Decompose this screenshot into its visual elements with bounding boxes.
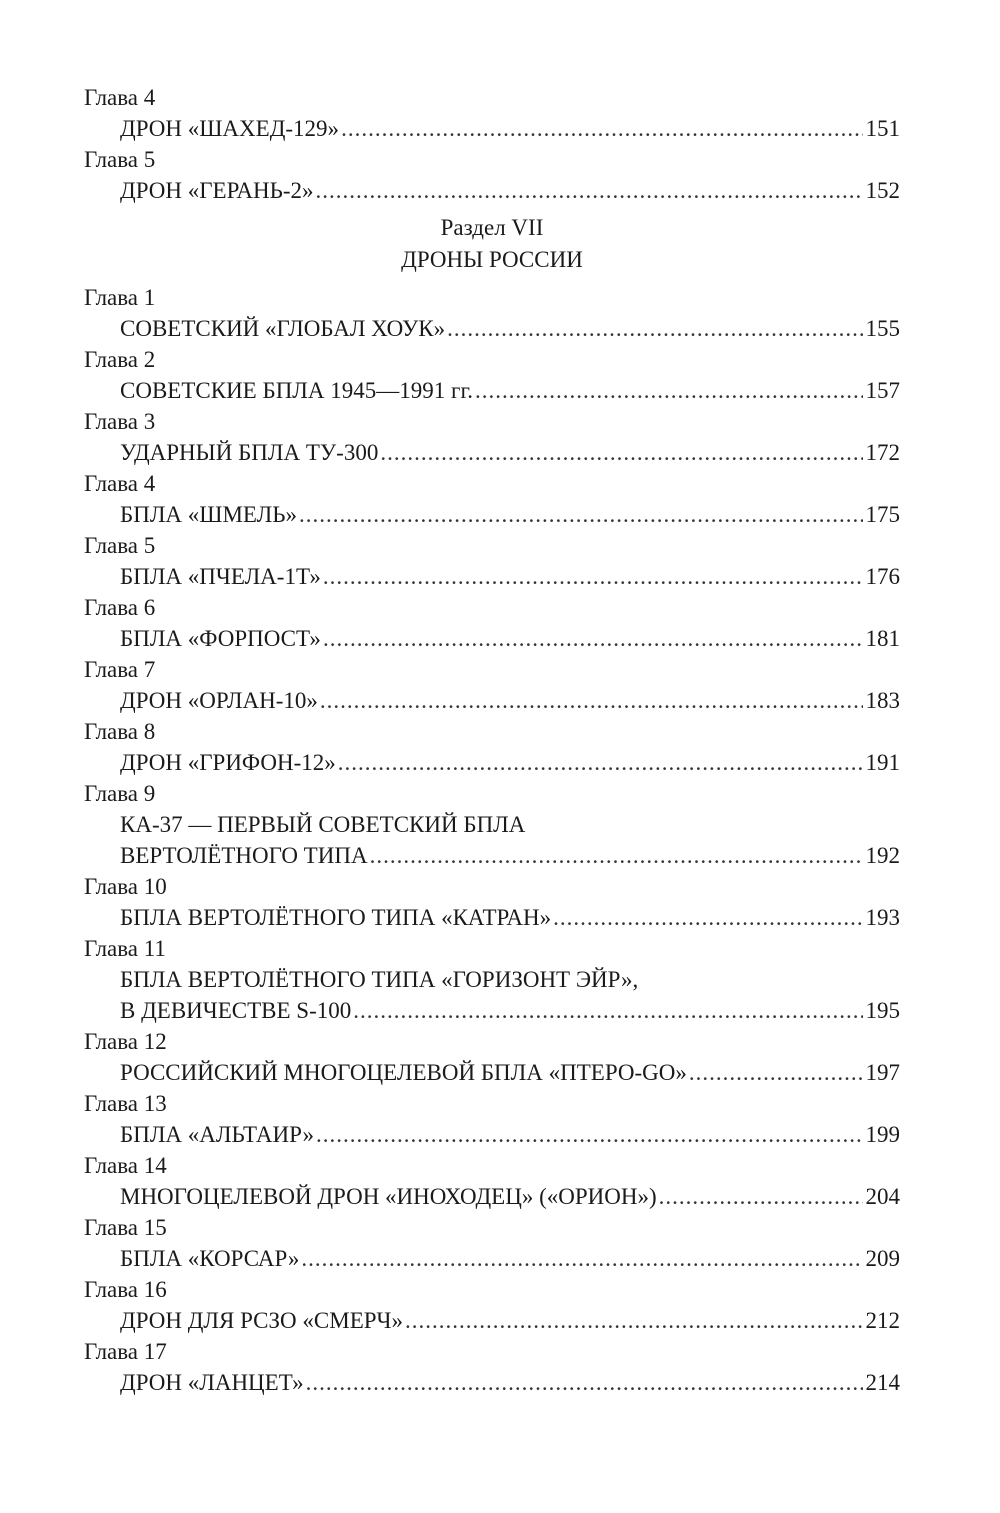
entry-row: [120, 995, 900, 1026]
page-number: 193: [865, 905, 900, 930]
dot-leader: [299, 499, 863, 530]
chapter-label: Глава 4: [84, 471, 156, 496]
toc-entry[interactable]: [84, 175, 900, 206]
entry-row: [120, 1367, 900, 1398]
toc-entry[interactable]: [84, 747, 900, 778]
page-number: 191: [865, 750, 900, 775]
dot-leader: [338, 747, 863, 778]
toc-entry[interactable]: [84, 1305, 900, 1336]
toc-entry[interactable]: [84, 1119, 900, 1150]
entry-title-line: БПЛА ВЕРТОЛЁТНОГО ТИПА «ГОРИЗОНТ ЭЙР»,: [120, 967, 639, 992]
chapter-label: Глава 13: [84, 1091, 167, 1116]
page-number: 197: [865, 1060, 900, 1085]
entry-title: БПЛА ВЕРТОЛЁТНОГО ТИПА «КАТРАН»: [120, 905, 552, 930]
chapter-label: Глава 5: [84, 533, 156, 558]
entry-row: [120, 113, 900, 144]
dot-leader: [380, 437, 862, 468]
page-number: 155: [865, 316, 900, 341]
dot-leader: [301, 1243, 862, 1274]
entry-title: БПЛА «ШМЕЛЬ»: [120, 502, 297, 527]
entry-row: [120, 840, 900, 871]
entry-title: БПЛА «АЛЬТАИР»: [120, 1122, 314, 1147]
entry-row: [120, 499, 900, 530]
entry-row: [120, 1305, 900, 1336]
chapter-label: Глава 5: [84, 147, 156, 172]
toc-entry[interactable]: [84, 1057, 900, 1088]
entry-row: [120, 747, 900, 778]
toc-entry[interactable]: [84, 1367, 900, 1398]
entry-title: ДРОН «ОРЛАН-10»: [120, 688, 318, 713]
entry-row: [120, 685, 900, 716]
page-number: 175: [865, 502, 900, 527]
section-label: Раздел VII: [440, 215, 544, 240]
entry-title: ДРОН «ГРИФОН-12»: [120, 750, 336, 775]
chapter-label: Глава 15: [84, 1215, 167, 1240]
entry-title: СОВЕТСКИЙ «ГЛОБАЛ ХОУК»: [120, 316, 446, 341]
entry-title: ДРОН «ЛАНЦЕТ»: [120, 1370, 304, 1395]
chapter-label: Глава 4: [84, 85, 156, 110]
entry-row: [120, 1181, 900, 1212]
toc-entry[interactable]: [84, 623, 900, 654]
page-number: 199: [865, 1122, 900, 1147]
entry-title: ВЕРТОЛЁТНОГО ТИПА: [120, 843, 368, 868]
chapter-label: Глава 14: [84, 1153, 167, 1178]
chapter-label: Глава 11: [84, 936, 166, 961]
toc-entry[interactable]: [84, 313, 900, 344]
toc-entry[interactable]: [84, 375, 900, 406]
chapter-label: Глава 2: [84, 347, 156, 372]
entry-row: [120, 561, 900, 592]
entry-title: В ДЕВИЧЕСТВЕ S-100: [120, 998, 352, 1023]
page-number: 183: [865, 688, 900, 713]
entry-title: БПЛА «ФОРПОСТ»: [120, 626, 321, 651]
chapter-label: Глава 8: [84, 719, 156, 744]
dot-leader: [447, 313, 862, 344]
page-number: 212: [865, 1308, 900, 1333]
chapter-label: Глава 12: [84, 1029, 167, 1054]
dot-leader: [353, 995, 862, 1026]
entry-title: БПЛА «ПЧЕЛА-1Т»: [120, 564, 321, 589]
toc-entry[interactable]: [84, 685, 900, 716]
dot-leader: [689, 1057, 863, 1088]
toc-entry[interactable]: [84, 1181, 900, 1212]
chapter-label: Глава 17: [84, 1339, 167, 1364]
page-number: 214: [865, 1370, 900, 1395]
page-number: 195: [865, 998, 900, 1023]
entry-title: ДРОН «ШАХЕД-129»: [120, 116, 340, 141]
toc-entry[interactable]: [84, 902, 900, 933]
dot-leader: [405, 1305, 863, 1336]
dot-leader: [475, 375, 862, 406]
entry-row: [120, 902, 900, 933]
toc-entry[interactable]: [84, 499, 900, 530]
entry-title: ДРОН ДЛЯ РСЗО «СМЕРЧ»: [120, 1308, 403, 1333]
page-number: 176: [865, 564, 900, 589]
entry-title: РОССИЙСКИЙ МНОГОЦЕЛЕВОЙ БПЛА «ПТЕРО-GO»: [120, 1060, 687, 1085]
table-of-contents: [84, 82, 900, 1398]
entry-row: [120, 1057, 900, 1088]
toc-entry[interactable]: [84, 437, 900, 468]
chapter-label: Глава 6: [84, 595, 156, 620]
dot-leader: [323, 561, 863, 592]
page-number: 151: [865, 116, 900, 141]
entry-row: [120, 1119, 900, 1150]
section-title: ДРОНЫ РОССИИ: [401, 247, 583, 272]
chapter-label: Глава 3: [84, 409, 156, 434]
dot-leader: [306, 1367, 863, 1398]
toc-entry[interactable]: [84, 113, 900, 144]
chapter-label: Глава 16: [84, 1277, 167, 1302]
page-number: 204: [865, 1184, 900, 1209]
entry-title: ДРОН «ГЕРАНЬ-2»: [120, 178, 314, 203]
page-number: 152: [865, 178, 900, 203]
dot-leader: [370, 840, 863, 871]
section-heading: [84, 212, 900, 276]
toc-entry[interactable]: [84, 561, 900, 592]
dot-leader: [659, 1181, 863, 1212]
entry-row: [120, 175, 900, 206]
chapter-label: Глава 10: [84, 874, 167, 899]
entry-title: СОВЕТСКИЕ БПЛА 1945—1991 гг.: [120, 378, 474, 403]
page-number: 192: [865, 843, 900, 868]
toc-entry[interactable]: [84, 964, 900, 1026]
chapter-label: Глава 9: [84, 781, 156, 806]
entry-row: [120, 1243, 900, 1274]
page-number: 181: [865, 626, 900, 651]
entry-row: [120, 375, 900, 406]
entry-title: БПЛА «КОРСАР»: [120, 1246, 300, 1271]
dot-leader: [316, 175, 863, 206]
page-number: 157: [865, 378, 900, 403]
dot-leader: [553, 902, 862, 933]
entry-title-line: КА-37 — ПЕРВЫЙ СОВЕТСКИЙ БПЛА: [120, 812, 526, 837]
entry-title: МНОГОЦЕЛЕВОЙ ДРОН «ИНОХОДЕЦ» («ОРИОН»): [120, 1184, 657, 1209]
entry-row: [120, 437, 900, 468]
chapter-label: Глава 7: [84, 657, 156, 682]
dot-leader: [323, 623, 863, 654]
entry-row: [120, 623, 900, 654]
dot-leader: [316, 1119, 863, 1150]
dot-leader: [320, 685, 863, 716]
dot-leader: [341, 113, 862, 144]
toc-section-entries: [84, 282, 900, 1398]
entry-title: УДАРНЫЙ БПЛА ТУ-300: [120, 440, 379, 465]
page-number: 209: [865, 1246, 900, 1271]
entry-row: [120, 313, 900, 344]
toc-entry[interactable]: [84, 1243, 900, 1274]
toc-top-entries: [84, 82, 900, 206]
page-number: 172: [865, 440, 900, 465]
toc-entry[interactable]: [84, 809, 900, 871]
chapter-label: Глава 1: [84, 285, 156, 310]
